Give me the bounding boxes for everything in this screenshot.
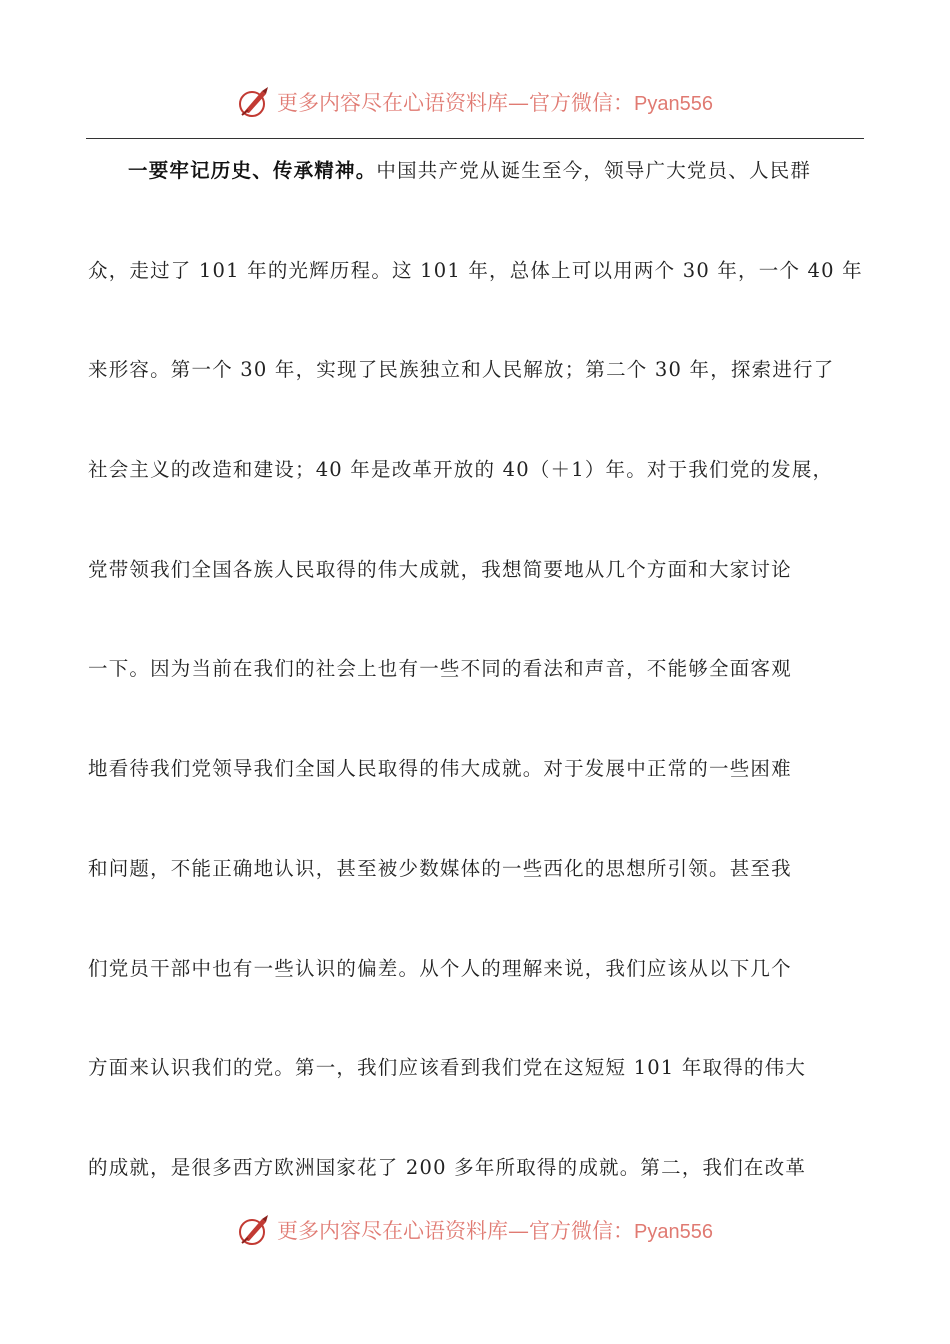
paragraph-line: 的成就，是很多西方欧洲国家花了 200 多年所取得的成就。第二，我们在改革 bbox=[88, 1155, 807, 1179]
paragraph-line: 们党员干部中也有一些认识的偏差。从个人的理解来说，我们应该从以下几个 bbox=[88, 956, 792, 980]
paragraph-line: 党带领我们全国各族人民取得的伟大成就，我想简要地从几个方面和大家讨论 bbox=[88, 557, 792, 581]
footer-wechat-id: Pyan556 bbox=[634, 1221, 713, 1243]
paragraph-line: 地看待我们党领导我们全国人民取得的伟大成就。对于发展中正常的一些困难 bbox=[88, 757, 792, 781]
header-divider bbox=[86, 138, 864, 139]
header-banner-text bbox=[277, 87, 713, 117]
footer-banner-label: 更多内容尽在心语资料库—官方微信： bbox=[277, 1219, 635, 1243]
quill-pen-icon bbox=[237, 85, 271, 119]
header-banner-label: 更多内容尽在心语资料库—官方微信： bbox=[277, 91, 635, 115]
header-banner bbox=[0, 82, 950, 122]
paragraph-line: 来形容。第一个 30 年，实现了民族独立和人民解放；第二个 30 年，探索进行了 bbox=[88, 358, 835, 382]
footer-banner bbox=[0, 1210, 950, 1250]
paragraph-line: 方面来认识我们的党。第一，我们应该看到我们党在这短短 101 年取得的伟大 bbox=[88, 1056, 807, 1080]
paragraph-text: 中国共产党从诞生至今，领导广大党员、人民群 bbox=[376, 159, 812, 182]
footer-banner-text bbox=[277, 1215, 713, 1245]
section-heading: 一要牢记历史、传承精神。 bbox=[128, 159, 377, 182]
paragraph-line: 社会主义的改造和建设；40 年是改革开放的 40（＋1）年。对于我们党的发展， bbox=[88, 458, 834, 482]
paragraph-line bbox=[88, 148, 863, 248]
document-body bbox=[88, 148, 863, 1245]
paragraph-line: 和问题，不能正确地认识，甚至被少数媒体的一些西化的思想所引领。甚至我 bbox=[88, 856, 792, 880]
paragraph-line: 一下。因为当前在我们的社会上也有一些不同的看法和声音，不能够全面客观 bbox=[88, 657, 792, 681]
paragraph-line: 众，走过了 101 年的光辉历程。这 101 年，总体上可以用两个 30 年，一个 40 年 bbox=[88, 258, 863, 282]
quill-pen-icon bbox=[237, 1213, 271, 1247]
header-wechat-id: Pyan556 bbox=[634, 93, 713, 115]
